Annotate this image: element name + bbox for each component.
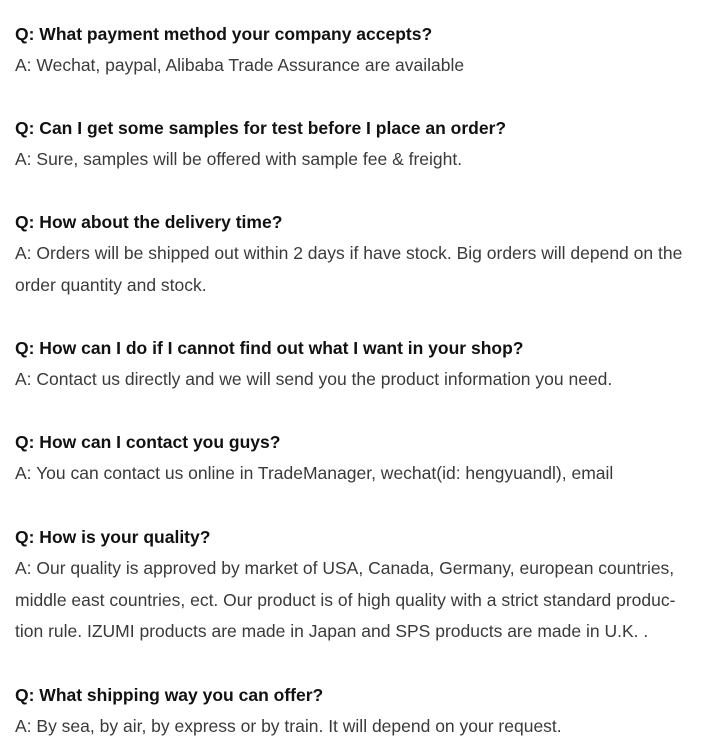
faq-item-contact (15, 432, 715, 490)
faq-answer (15, 50, 715, 82)
faq-answer-line: A: Wechat, paypal, Alibaba Trade Assurance are available (15, 55, 465, 75)
faq-item-delivery (15, 212, 715, 301)
faq-question: Q: How can I do if I cannot find out what I want in your shop? (15, 338, 524, 358)
faq-answer-line: order quantity and stock. (15, 274, 207, 295)
faq-answer (15, 553, 715, 648)
faq-question: Q: How is your quality? (15, 527, 211, 547)
faq-answer (15, 144, 715, 176)
faq-item-payment (15, 24, 715, 82)
faq-question: Q: Can I get some samples for test before I place an order? (15, 118, 507, 138)
faq-answer (15, 238, 715, 301)
faq-question: Q: What shipping way you can offer? (15, 685, 324, 705)
faq-question: Q: How about the delivery time? (15, 212, 283, 232)
faq-question: Q: What payment method your company accepts? (15, 24, 433, 44)
faq-answer (15, 364, 715, 396)
faq-answer (15, 711, 715, 743)
faq-item-shipping (15, 685, 715, 743)
faq-answer-line: A: Our quality is approved by market of USA, Canada, Germany, european countries, (15, 558, 675, 578)
faq-question: Q: How can I contact you guys? (15, 432, 281, 452)
faq-answer (15, 458, 715, 490)
faq-answer-line: A: By sea, by air, by express or by train. It will depend on your request. (15, 716, 562, 736)
faq-item-find-product (15, 338, 715, 396)
faq-answer-line: A: Contact us directly and we will send you the product information you need. (15, 369, 613, 389)
faq-item-samples (15, 118, 715, 176)
faq-answer-line: A: You can contact us online in TradeManager, wechat(id: hengyuandl), email (15, 463, 614, 483)
faq-answer-line: middle east countries, ect. Our product is of high quality with a strict standard produc- (15, 589, 676, 610)
faq-answer-line: tion rule. IZUMI products are made in Japan and SPS products are made in U.K. . (15, 621, 649, 641)
faq-answer-line: A: Sure, samples will be offered with sample fee & freight. (15, 149, 463, 169)
faq-answer-line: A: Orders will be shipped out within 2 days if have stock. Big orders will depend on the (15, 243, 683, 263)
faq-item-quality (15, 527, 715, 648)
